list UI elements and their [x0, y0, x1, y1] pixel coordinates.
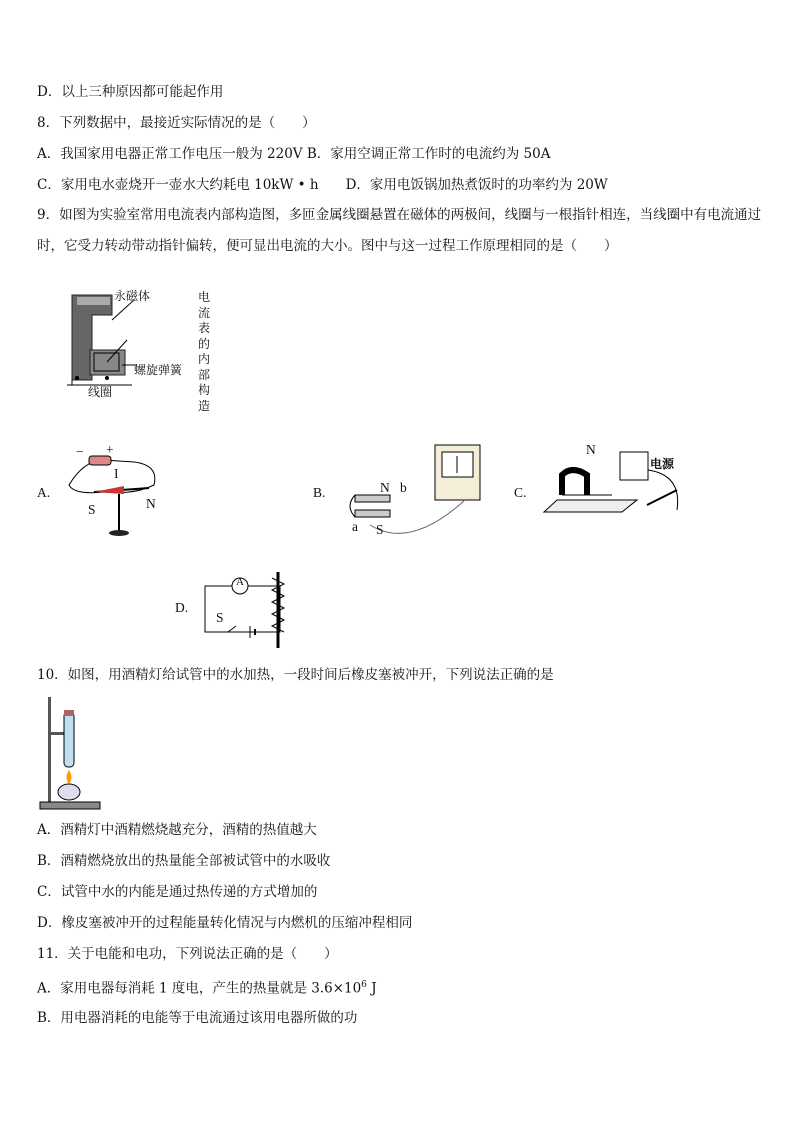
option-b-south: S	[376, 522, 384, 537]
option-a-current: I	[114, 466, 119, 481]
q10-stem: 10．如图，用酒精灯给试管中的水加热，一段时间后橡皮塞被冲开，下列说法正确的是	[37, 667, 554, 683]
option-a-plus: +	[106, 442, 114, 457]
q10-option-a: A．酒精灯中酒精燃烧越充分，酒精的热值越大	[37, 822, 317, 838]
q11-option-a-exponent: 6	[361, 980, 367, 990]
option-b-a: a	[352, 519, 358, 534]
option-b-b: b	[400, 480, 407, 495]
option-b-figure	[340, 440, 485, 545]
option-b-north: N	[380, 480, 390, 495]
magnet-label: 永磁体	[114, 289, 151, 303]
coil-label: 线圈	[88, 385, 113, 399]
option-a-label: A.	[37, 485, 51, 500]
option-d-label: D.	[175, 600, 189, 615]
q11-stem: 11．关于电能和电功，下列说法正确的是（ ）	[37, 946, 338, 962]
q8-options-ab: A．我国家用电器正常工作电压一般为 220V B．家用空调正常工作时的电流约为 50A	[37, 146, 551, 162]
option-c-power-label: 电源	[650, 457, 675, 471]
q11-option-a	[37, 976, 377, 998]
option-d-switch: S	[216, 610, 224, 625]
option-c-label: C.	[514, 485, 527, 500]
q11-option-b: B．用电器消耗的电能等于电流通过该用电器所做的功	[37, 1010, 358, 1026]
spring-label: 螺旋弹簧	[134, 363, 183, 377]
q11-option-a-text: A．家用电器每消耗 1 度电，产生的热量就是 3.6×10	[37, 980, 362, 997]
option-a-figure	[64, 440, 174, 545]
option-a-south: S	[88, 502, 96, 517]
q10-option-c: C．试管中水的内能是通过热传递的方式增加的	[37, 884, 318, 900]
q8-options-cd: C．家用电水壶烧开一壶水大约耗电 10kW • h D．家用电饭锅加热煮饭时的功率约为 20W	[37, 177, 608, 193]
q8-stem: 8．下列数据中，最接近实际情况的是（ ）	[37, 115, 316, 131]
option-d-ammeter: A	[236, 576, 244, 588]
option-a-minus: −	[76, 444, 84, 459]
option-b-label: B.	[313, 485, 326, 500]
q10-option-d: D．橡皮塞被冲开的过程能量转化情况与内燃机的压缩冲程相同	[37, 915, 413, 931]
test-tube-heating-figure	[38, 692, 103, 812]
option-d-figure	[200, 568, 300, 653]
ammeter-caption: 电流表的内部构造	[198, 290, 211, 413]
option-c-figure	[542, 442, 692, 530]
option-a-north: N	[146, 496, 156, 511]
q10-option-b: B．酒精燃烧放出的热量能全部被试管中的水吸收	[37, 853, 331, 869]
q7-option-d: D．以上三种原因都可能起作用	[37, 84, 224, 100]
option-c-north: N	[586, 442, 596, 457]
q9-stem: 9．如图为实验室常用电流表内部构造图，多匝金属线圈悬置在磁体的两极间，线圈与一根指针相连，当线圈中有电流通过时，它受力转动带动指针偏转，便可显出电流的大小。图中与这一过程工作原理相同的是（ ）	[37, 207, 762, 254]
q11-option-a-unit: J	[366, 980, 377, 997]
